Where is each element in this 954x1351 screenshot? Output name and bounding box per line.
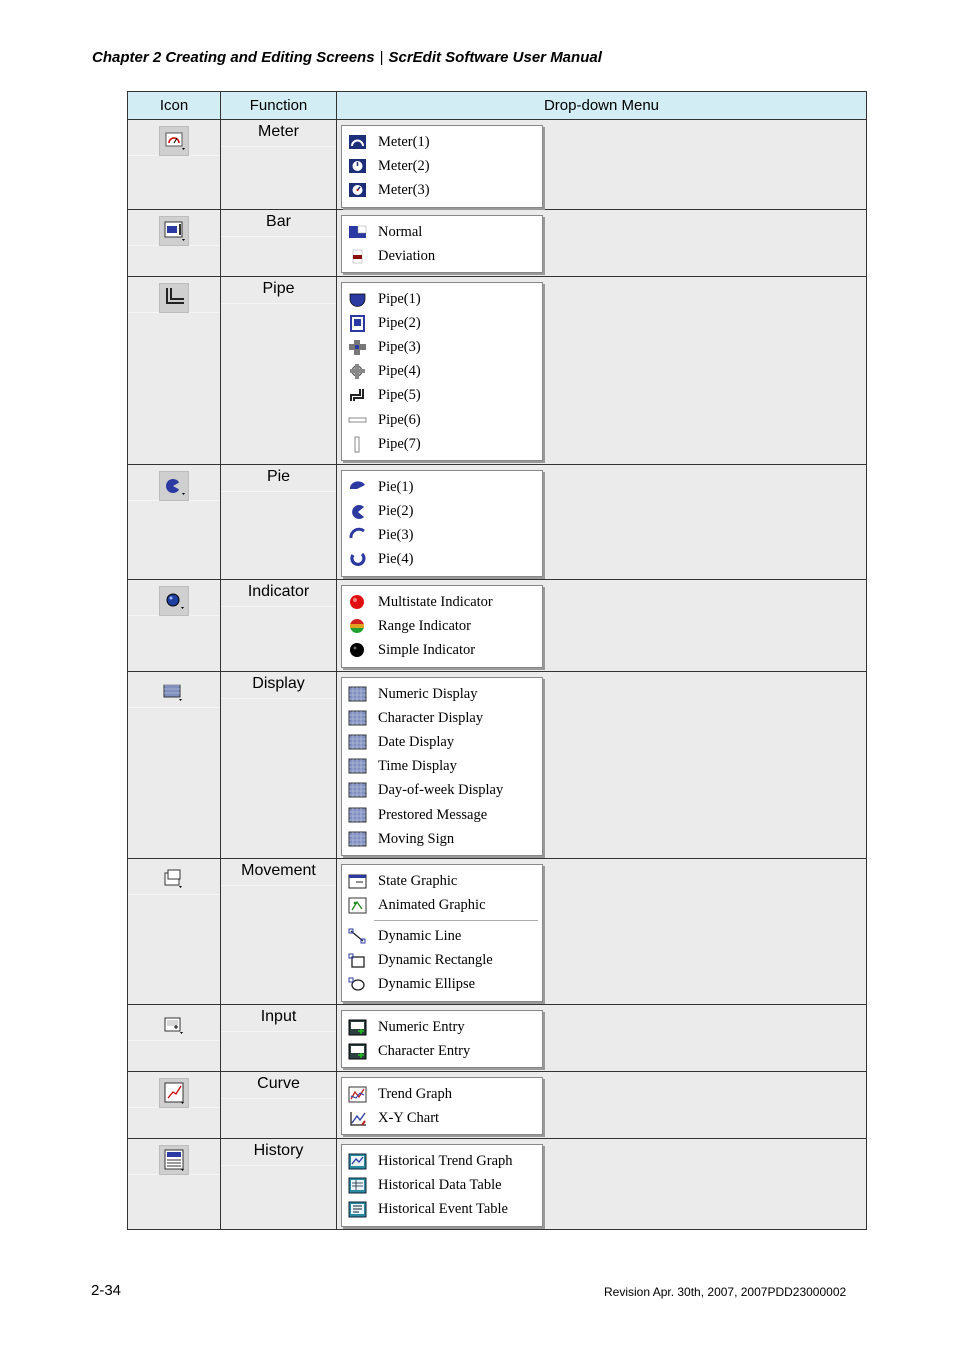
pie4-icon [348, 551, 368, 568]
menu-item[interactable] [342, 730, 542, 754]
manual-title: ScrEdit Software User Manual [388, 49, 602, 66]
xy-chart-icon [348, 1110, 368, 1127]
meter1-icon [348, 134, 368, 151]
menu-item[interactable] [342, 755, 542, 779]
menu-item-label: Time Display [378, 758, 457, 775]
menu-item-label: Dynamic Rectangle [378, 952, 493, 969]
menu-item-label: Pipe(4) [378, 363, 421, 380]
menu-item[interactable] [342, 1106, 542, 1130]
table-header-row [128, 92, 867, 120]
menu-item[interactable] [342, 408, 542, 432]
menu-item[interactable] [342, 360, 542, 384]
dropdown-cell [337, 1072, 867, 1139]
menu-item-label: Moving Sign [378, 830, 455, 847]
icon-cell [128, 672, 221, 859]
menu-item-label: Prestored Message [378, 806, 488, 823]
entry-icon [348, 1019, 368, 1036]
menu-item[interactable] [342, 1039, 542, 1063]
menu-item-label: State Graphic [378, 872, 458, 889]
pipe7-icon [348, 436, 368, 453]
menu-item[interactable] [342, 779, 542, 803]
pie1-icon [348, 479, 368, 496]
table-row-input [128, 1005, 867, 1072]
function-label: Indicator [221, 580, 336, 607]
display-item-icon [348, 734, 368, 751]
dropdown-cell [337, 465, 867, 580]
menu-item[interactable] [342, 1149, 542, 1173]
dropdown-menu-history [341, 1144, 543, 1227]
display-item-icon [348, 710, 368, 727]
pipe-icon[interactable] [159, 283, 189, 313]
menu-item-label: Pie(4) [378, 551, 414, 568]
icon-cell [128, 120, 221, 210]
menu-item-label: Multistate Indicator [378, 593, 493, 610]
dropdown-menu-display [341, 677, 543, 856]
menu-item-label: Meter(1) [378, 133, 430, 150]
dropdown-menu-bar [341, 215, 543, 273]
function-label: Curve [221, 1072, 336, 1099]
function-label: Bar [221, 210, 336, 237]
dropdown-cell [337, 210, 867, 277]
historical-event-icon [348, 1201, 368, 1218]
function-cell [221, 672, 337, 859]
bar-normal-icon [348, 224, 368, 241]
display-icon[interactable] [159, 678, 189, 708]
function-label: Meter [221, 120, 336, 147]
menu-item[interactable] [342, 973, 542, 997]
menu-item-label: Day-of-week Display [378, 782, 504, 799]
menu-item[interactable] [342, 220, 542, 244]
col-header-icon: Icon [128, 92, 221, 120]
menu-item[interactable] [342, 475, 542, 499]
menu-item[interactable] [342, 827, 542, 851]
menu-item[interactable] [342, 614, 542, 638]
icon-cell [128, 1005, 221, 1072]
menu-item-label: Animated Graphic [378, 896, 486, 913]
page-number: 2-34 [91, 1282, 122, 1299]
curve-icon[interactable] [159, 1078, 189, 1108]
menu-item-label: Simple Indicator [378, 641, 476, 658]
icon-cell [128, 1072, 221, 1139]
function-cell [221, 210, 337, 277]
table-row-indicator [128, 580, 867, 672]
dropdown-menu-meter [341, 125, 543, 208]
dropdown-menu-indicator [341, 585, 543, 668]
menu-item[interactable] [342, 384, 542, 408]
display-item-icon [348, 831, 368, 848]
menu-item[interactable] [342, 949, 542, 973]
menu-item[interactable] [342, 1015, 542, 1039]
table-row-pipe [128, 277, 867, 465]
menu-item[interactable] [342, 803, 542, 827]
pipe4-icon [348, 363, 368, 380]
function-label: Display [221, 672, 336, 699]
menu-item-label: Pipe(1) [378, 290, 421, 307]
dropdown-cell [337, 580, 867, 672]
icon-cell [128, 580, 221, 672]
menu-item-label: Normal [378, 223, 423, 240]
historical-data-icon [348, 1177, 368, 1194]
menu-item[interactable] [342, 335, 542, 359]
function-label: Pie [221, 465, 336, 492]
function-cell [221, 1139, 337, 1230]
menu-item[interactable] [342, 869, 542, 893]
menu-item[interactable] [342, 1173, 542, 1197]
menu-item-label: Historical Event Table [378, 1200, 508, 1217]
menu-item-label: Pie(2) [378, 502, 414, 519]
table-row-movement [128, 859, 867, 1005]
menu-item[interactable] [342, 130, 542, 154]
menu-item[interactable] [342, 638, 542, 662]
animated-graphic-icon [348, 897, 368, 914]
function-cell [221, 465, 337, 580]
menu-item[interactable] [342, 1197, 542, 1221]
menu-item[interactable] [342, 178, 542, 202]
col-header-function: Function [221, 92, 337, 120]
menu-item-label: Deviation [378, 247, 436, 264]
dynamic-rectangle-icon [348, 952, 368, 969]
meter3-icon [348, 182, 368, 199]
dropdown-cell [337, 672, 867, 859]
menu-item[interactable] [342, 1082, 542, 1106]
icon-cell [128, 277, 221, 465]
function-label: Movement [221, 859, 336, 886]
dropdown-menu-curve [341, 1077, 543, 1135]
menu-item-label: Character Display [378, 709, 484, 726]
trend-graph-icon [348, 1086, 368, 1103]
icon-cell [128, 859, 221, 1005]
chapter-title: Chapter 2 Creating and Editing Screens [92, 49, 375, 66]
function-label: Input [221, 1005, 336, 1032]
historical-trend-icon [348, 1153, 368, 1170]
menu-item[interactable] [342, 590, 542, 614]
dropdown-cell [337, 120, 867, 210]
table-row-display [128, 672, 867, 859]
meter2-icon [348, 158, 368, 175]
dropdown-cell [337, 277, 867, 465]
menu-item-label: Historical Trend Graph [378, 1152, 513, 1169]
dropdown-cell [337, 859, 867, 1005]
dropdown-menu-input [341, 1010, 543, 1068]
menu-item-label: Date Display [378, 733, 455, 750]
menu-item-label: Numeric Entry [378, 1018, 465, 1035]
icon-cell [128, 465, 221, 580]
menu-item[interactable] [342, 499, 542, 523]
simple-indicator-icon [348, 642, 368, 659]
bar-icon[interactable] [159, 216, 189, 246]
col-header-menu: Drop-down Menu [337, 92, 867, 120]
table-row-history [128, 1139, 867, 1230]
dynamic-line-icon [348, 928, 368, 945]
input-icon[interactable] [159, 1011, 189, 1041]
menu-item[interactable] [342, 924, 542, 948]
function-cell [221, 1072, 337, 1139]
menu-item-label: Numeric Display [378, 685, 478, 702]
pipe6-icon [348, 412, 368, 429]
history-icon[interactable] [159, 1145, 189, 1175]
menu-item-label: Pie(3) [378, 526, 414, 543]
header-separator: | [379, 49, 384, 66]
multistate-indicator-icon [348, 594, 368, 611]
meter-icon[interactable] [159, 126, 189, 156]
menu-item[interactable] [342, 287, 542, 311]
menu-item-label: Character Entry [378, 1042, 471, 1059]
function-cell [221, 859, 337, 1005]
menu-item[interactable] [342, 154, 542, 178]
table-row-curve [128, 1072, 867, 1139]
menu-item-label: Dynamic Ellipse [378, 976, 476, 993]
menu-item-label: Trend Graph [378, 1085, 452, 1102]
menu-item[interactable] [342, 432, 542, 456]
revision-note: Revision Apr. 30th, 2007, 2007PDD23000002 [604, 1285, 847, 1299]
menu-item[interactable] [342, 548, 542, 572]
menu-item[interactable] [342, 311, 542, 335]
menu-item-label: Meter(2) [378, 157, 430, 174]
dropdown-menu-pipe [341, 282, 543, 461]
display-item-icon [348, 782, 368, 799]
menu-item-label: Historical Data Table [378, 1176, 502, 1193]
menu-item-label: Pipe(7) [378, 435, 421, 452]
entry-icon [348, 1043, 368, 1060]
display-item-icon [348, 758, 368, 775]
bar-deviation-icon [348, 248, 368, 265]
menu-item[interactable] [342, 523, 542, 547]
pipe1-icon [348, 291, 368, 308]
indicator-icon[interactable] [159, 586, 189, 616]
menu-item[interactable] [342, 682, 542, 706]
state-graphic-icon [348, 873, 368, 890]
display-item-icon [348, 807, 368, 824]
menu-item-label: Pipe(2) [378, 314, 421, 331]
menu-item-label: Pie(1) [378, 478, 414, 495]
pipe5-icon [348, 387, 368, 404]
table-row-bar [128, 210, 867, 277]
menu-item-label: Pipe(3) [378, 338, 421, 355]
toolbar-table [127, 91, 867, 1230]
table-row-pie [128, 465, 867, 580]
function-cell [221, 120, 337, 210]
dropdown-cell [337, 1005, 867, 1072]
menu-separator [374, 920, 538, 921]
menu-item[interactable] [342, 706, 542, 730]
dropdown-menu-movement [341, 864, 543, 1002]
function-label: History [221, 1139, 336, 1166]
menu-item[interactable] [342, 244, 542, 268]
pipe2-icon [348, 315, 368, 332]
menu-item-label: X-Y Chart [378, 1109, 440, 1126]
pie2-icon [348, 503, 368, 520]
pie-icon[interactable] [159, 471, 189, 501]
pipe3-icon [348, 339, 368, 356]
function-cell [221, 277, 337, 465]
menu-item-label: Range Indicator [378, 617, 472, 634]
table-row-meter [128, 120, 867, 210]
menu-item-label: Pipe(6) [378, 411, 421, 428]
menu-item[interactable] [342, 893, 542, 917]
icon-cell [128, 210, 221, 277]
pie3-icon [348, 527, 368, 544]
movement-icon[interactable] [159, 865, 189, 895]
menu-item-label: Meter(3) [378, 181, 430, 198]
dynamic-ellipse-icon [348, 976, 368, 993]
menu-item-label: Pipe(5) [378, 387, 421, 404]
range-indicator-icon [348, 618, 368, 635]
icon-cell [128, 1139, 221, 1230]
page-header [92, 49, 602, 66]
dropdown-menu-pie [341, 470, 543, 577]
function-label: Pipe [221, 277, 336, 304]
dropdown-cell [337, 1139, 867, 1230]
menu-item-label: Dynamic Line [378, 927, 462, 944]
function-cell [221, 580, 337, 672]
function-cell [221, 1005, 337, 1072]
display-item-icon [348, 686, 368, 703]
